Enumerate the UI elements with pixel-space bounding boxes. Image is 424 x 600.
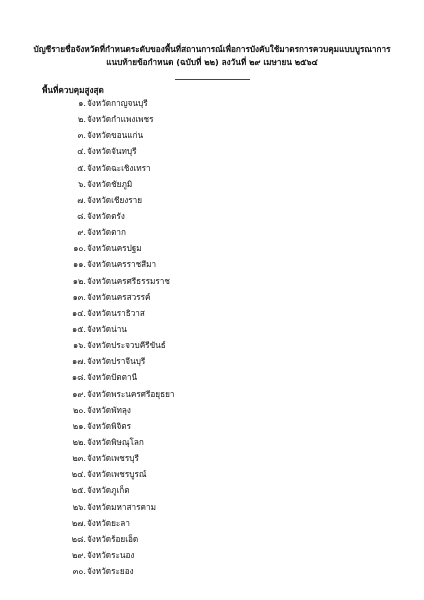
section-heading: พื้นที่ควบคุมสูงสุด (42, 85, 104, 95)
list-item-number: ๒๔. (71, 469, 86, 480)
list-item-number: ๒๑. (72, 420, 86, 431)
list-item (0, 436, 424, 452)
list-item (0, 162, 424, 178)
list-item-province-name: จังหวัดขอนแก่น (87, 130, 144, 141)
list-item-number: ๓๐. (72, 566, 86, 577)
list-item-province-name: จังหวัดนครปฐม (87, 243, 142, 254)
list-item-province-name: จังหวัดปัตตานี (87, 372, 138, 383)
list-item (0, 275, 424, 291)
list-item-province-name: จังหวัดเพชรบุรี (87, 453, 139, 464)
list-item-province-name: จังหวัดนครศรีธรรมราช (87, 275, 170, 286)
list-item-number: ๕. (77, 162, 86, 173)
list-item-number: ๑๒. (72, 275, 86, 286)
list-item (0, 549, 424, 565)
list-item (0, 501, 424, 517)
list-item-province-name: จังหวัดภูเก็ต (87, 485, 130, 496)
list-item-number: ๔. (77, 146, 86, 157)
list-item-province-name: จังหวัดฉะเชิงเทรา (87, 162, 151, 173)
province-list (0, 97, 424, 581)
list-item-number: ๒๖. (72, 501, 86, 512)
list-item (0, 129, 424, 145)
list-item-province-name: จังหวัดตาก (87, 227, 126, 238)
list-item (0, 145, 424, 161)
document-title-line-2: แนบท้ายข้อกำหนด (ฉบับที่ ๒๒) ลงวันที่ ๒๙ เมษายน ๒๕๖๔ (106, 57, 318, 67)
list-item-number: ๖. (78, 178, 86, 189)
list-item (0, 468, 424, 484)
list-item (0, 323, 424, 339)
list-item (0, 194, 424, 210)
list-item (0, 355, 424, 371)
list-item-province-name: จังหวัดประจวบคีรีขันธ์ (87, 340, 166, 351)
list-item-province-name: จังหวัดพระนครศรีอยุธยา (87, 388, 175, 399)
list-item-province-name: จังหวัดจันทบุรี (87, 146, 137, 157)
list-item-province-name: จังหวัดพิษณุโลก (87, 436, 144, 447)
list-item-number: ๒๒. (72, 436, 86, 447)
list-item-province-name: จังหวัดนครราชสีมา (87, 259, 157, 270)
list-item-number: ๒. (78, 114, 86, 125)
list-item (0, 258, 424, 274)
list-item (0, 97, 424, 113)
list-item-number: ๗. (77, 194, 86, 205)
list-item-number: ๒๘. (71, 533, 86, 544)
list-item-province-name: จังหวัดปราจีนบุรี (87, 356, 146, 367)
list-item (0, 517, 424, 533)
list-item (0, 371, 424, 387)
list-item-number: ๑๗. (72, 356, 86, 367)
list-item-number: ๒๓. (72, 453, 86, 464)
list-item (0, 178, 424, 194)
list-item (0, 242, 424, 258)
list-item-province-name: จังหวัดน่าน (87, 323, 127, 334)
document-title-line-1: บัญชีรายชื่อจังหวัดที่กำหนดระดับของพื้นที่สถานการณ์เพื่อการบังคับใช้มาตรการควบคุมแบบบูรณาการ (33, 44, 391, 54)
list-item-number: ๒๙. (72, 549, 86, 560)
list-item-province-name: จังหวัดเชียงราย (87, 194, 143, 205)
list-item (0, 533, 424, 549)
list-item-number: ๑๙. (72, 388, 86, 399)
list-item (0, 452, 424, 468)
list-item-number: ๒๐. (73, 404, 86, 415)
title-divider (175, 79, 250, 80)
list-item (0, 226, 424, 242)
list-item-number: ๙. (77, 227, 86, 238)
list-item-province-name: จังหวัดระยอง (87, 566, 134, 577)
list-item-province-name: จังหวัดระนอง (87, 549, 135, 560)
list-item-number: ๒๗. (71, 517, 86, 528)
list-item-province-name: จังหวัดร้อยเอ็ด (87, 533, 139, 544)
list-item-province-name: จังหวัดพัทลุง (87, 404, 131, 415)
list-item (0, 113, 424, 129)
list-item (0, 420, 424, 436)
list-item-province-name: จังหวัดตรัง (87, 210, 125, 221)
list-item (0, 210, 424, 226)
list-item-number: ๑๐. (73, 243, 86, 254)
list-item (0, 388, 424, 404)
list-item (0, 484, 424, 500)
list-item-province-name: จังหวัดกำแพงเพชร (87, 114, 154, 125)
list-item-province-name: จังหวัดเพชรบูรณ์ (87, 469, 147, 480)
list-item-number: ๑๖. (73, 340, 86, 351)
list-item-number: ๓. (77, 130, 86, 141)
list-item-province-name: จังหวัดชัยภูมิ (87, 178, 133, 189)
list-item (0, 339, 424, 355)
list-item-province-name: จังหวัดยะลา (87, 517, 130, 528)
list-item-province-name: จังหวัดนราธิวาส (87, 307, 145, 318)
list-item-number: ๘. (77, 210, 86, 221)
list-item-province-name: จังหวัดพิจิตร (87, 420, 132, 431)
list-item-province-name: จังหวัดมหาสารคาม (87, 501, 156, 512)
list-item-number: ๑๓. (72, 291, 86, 302)
list-item-number: ๑๑. (73, 259, 86, 270)
list-item-number: ๑. (78, 98, 86, 108)
list-item-number: ๒๕. (71, 485, 86, 496)
list-item-province-name: จังหวัดกาญจนบุรี (87, 98, 148, 108)
list-item-number: ๑๘. (71, 372, 86, 383)
list-item-number: ๑๕. (72, 323, 86, 334)
list-item (0, 404, 424, 420)
list-item-number: ๑๔. (72, 307, 86, 318)
list-item (0, 565, 424, 581)
list-item (0, 291, 424, 307)
list-item (0, 307, 424, 323)
list-item-province-name: จังหวัดนครสวรรค์ (87, 291, 151, 302)
